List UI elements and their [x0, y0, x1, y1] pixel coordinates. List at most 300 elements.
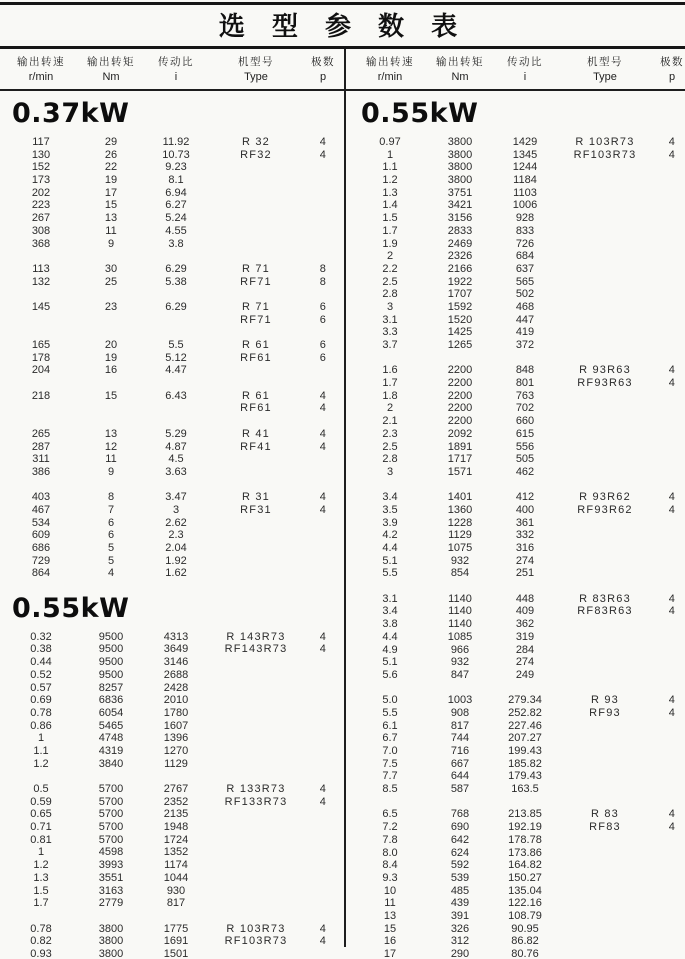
type-value: RF133R73 [224, 795, 288, 808]
speed-value: 165 [31, 339, 51, 351]
torque-value: 690 [450, 821, 470, 834]
column-header-speed [351, 54, 429, 89]
torque-value: 20 [104, 339, 118, 351]
table-row [2, 212, 344, 225]
torque-value: 3156 [447, 212, 473, 225]
poles-value: 4 [319, 136, 327, 148]
speed-value: 117 [32, 136, 50, 148]
speed-value: 8.5 [382, 783, 398, 796]
speed-value: 1.8 [382, 389, 398, 402]
torque-value: 817 [450, 719, 470, 732]
torque-value: 6054 [98, 706, 124, 719]
speed-value: 5.1 [382, 656, 398, 669]
table-row [2, 314, 344, 327]
speed-value: 2 [386, 402, 394, 415]
ratio-value: 1244 [512, 161, 538, 174]
ratio-value: 163.5 [511, 783, 539, 796]
table-row [351, 567, 685, 580]
torque-value: 312 [450, 935, 470, 948]
speed-value: 5.5 [382, 567, 398, 580]
ratio-value: 185.82 [508, 757, 542, 770]
torque-value: 17 [104, 186, 118, 199]
torque-value: 23 [104, 300, 118, 313]
speed-value: 2.5 [382, 275, 398, 288]
type-value: R 143R73 [226, 630, 286, 643]
ratio-value: 1270 [163, 744, 189, 757]
ratio-value: 447 [515, 313, 535, 326]
ratio-value: 319 [515, 630, 535, 643]
ratio-value: 1345 [512, 148, 538, 161]
type-value: R 61 [241, 389, 271, 402]
table-row [2, 897, 344, 910]
speed-value: 7.8 [382, 833, 398, 846]
speed-value: 2.1 [382, 415, 398, 428]
type-value: R 71 [241, 300, 271, 313]
torque-value: 1592 [447, 300, 473, 313]
column-header-torque [80, 54, 142, 89]
ratio-value: 2.04 [165, 542, 187, 554]
ratio-value: 284 [515, 643, 535, 656]
table-row [351, 364, 685, 377]
poles-value: 4 [668, 148, 676, 161]
ratio-value: 2.62 [165, 516, 187, 529]
ratio-value: 108.79 [508, 909, 542, 922]
table-row [351, 948, 685, 959]
speed-value: 1.1 [33, 744, 49, 757]
ratio-value: 1103 [513, 186, 537, 199]
torque-value: 4748 [98, 732, 124, 745]
speed-value: 16 [383, 935, 397, 948]
ratio-value: 637 [515, 262, 535, 275]
torque-value: 3800 [447, 174, 473, 187]
type-value: R 133R73 [226, 783, 286, 795]
ratio-value: 1.62 [165, 567, 187, 580]
ratio-value: 6.29 [165, 300, 187, 313]
table-row [2, 441, 344, 454]
speed-value: 7.2 [382, 821, 398, 834]
ratio-value: 361 [515, 516, 535, 529]
ratio-value: 192.19 [508, 821, 542, 834]
poles-value: 4 [668, 706, 676, 719]
ratio-value: 1948 [163, 821, 189, 834]
torque-value: 1707 [447, 288, 473, 301]
speed-value: 178 [31, 351, 51, 364]
title-band [0, 2, 685, 49]
speed-value: 467 [31, 503, 51, 516]
table-row [351, 808, 685, 821]
row-group [2, 301, 344, 326]
table-row [351, 161, 685, 174]
ratio-value: 10.73 [162, 148, 190, 161]
table-row [2, 187, 344, 200]
poles-value: 4 [668, 821, 676, 834]
ratio-value: 316 [515, 542, 535, 554]
torque-value: 4319 [98, 744, 124, 757]
column-header-right [351, 49, 685, 89]
poles-value: 4 [668, 491, 676, 504]
table-row [351, 187, 685, 200]
header-label-unit: r/min [377, 71, 403, 83]
speed-value: 4.4 [382, 542, 398, 554]
ratio-value: 372 [515, 339, 535, 351]
ratio-value: 1174 [164, 859, 188, 872]
poles-value: 6 [319, 300, 327, 313]
ratio-value: 2.3 [168, 529, 184, 542]
speed-value: 145 [31, 300, 51, 313]
table-row [351, 694, 685, 707]
table-row [351, 326, 685, 339]
table-row [351, 605, 685, 618]
torque-value: 22 [104, 161, 118, 174]
table-row [2, 758, 344, 771]
table-row [2, 402, 344, 415]
type-value: RF31 [240, 503, 272, 516]
speed-value: 7.5 [382, 757, 398, 770]
ratio-value: 227.46 [508, 719, 542, 732]
ratio-value: 400 [515, 503, 535, 516]
torque-value: 12 [104, 440, 118, 453]
speed-value: 3.3 [382, 326, 398, 339]
torque-value: 5700 [98, 783, 124, 795]
torque-value: 3993 [98, 859, 124, 872]
speed-value: 1.7 [382, 377, 398, 390]
table-row [351, 225, 685, 238]
speed-value: 7.7 [382, 770, 398, 783]
torque-value: 1140 [448, 605, 472, 618]
ratio-value: 1775 [163, 922, 189, 935]
speed-value: 0.81 [30, 833, 52, 846]
speed-value: 0.69 [30, 694, 52, 707]
speed-value: 8.4 [382, 859, 398, 872]
header-label-zh: 输出转速 [17, 56, 65, 68]
speed-value: 7.0 [382, 745, 398, 757]
type-value: RF103R73 [224, 935, 288, 948]
speed-value: 13 [383, 909, 397, 922]
speed-value: 5.0 [382, 694, 398, 707]
torque-value: 768 [450, 808, 470, 821]
torque-value: 9500 [98, 668, 124, 681]
table-row [351, 314, 685, 327]
table-row [2, 834, 344, 847]
speed-value: 287 [31, 440, 51, 453]
speed-value: 1.7 [33, 897, 49, 910]
poles-value: 8 [319, 275, 327, 288]
ratio-value: 135.04 [508, 884, 542, 897]
ratio-value: 9.23 [165, 161, 187, 174]
speed-value: 1.5 [33, 884, 49, 897]
ratio-value: 412 [515, 491, 535, 504]
speed-value: 3.1 [382, 313, 398, 326]
table-row [2, 821, 344, 834]
table-row [351, 656, 685, 669]
speed-value: 5.5 [382, 706, 398, 719]
type-value: RF41 [240, 440, 272, 453]
torque-value: 2200 [447, 402, 473, 415]
speed-value: 308 [31, 224, 51, 237]
torque-value: 1401 [447, 491, 473, 504]
ratio-value: 3.8 [168, 237, 184, 250]
ratio-value: 468 [515, 300, 535, 313]
ratio-value: 1607 [163, 719, 189, 732]
column-header-type [210, 54, 302, 89]
speed-value: 4.4 [382, 630, 398, 643]
torque-value: 1075 [447, 542, 473, 554]
table-row [351, 415, 685, 428]
torque-value: 19 [104, 351, 118, 364]
ratio-value: 279.34 [508, 694, 542, 707]
column-header-torque [429, 54, 491, 89]
table-row [2, 542, 344, 555]
speed-value: 267 [31, 212, 51, 225]
poles-value: 4 [668, 694, 676, 707]
torque-value: 26 [104, 148, 118, 161]
row-group [351, 694, 685, 796]
ratio-value: 179.43 [508, 770, 542, 783]
poles-value: 4 [668, 808, 676, 821]
type-value: RF32 [240, 148, 272, 161]
header-label-unit: Nm [451, 71, 469, 83]
ratio-value: 199.43 [508, 745, 542, 757]
speed-value: 8.0 [382, 846, 398, 859]
table-row [351, 555, 685, 568]
speed-value: 3.1 [382, 592, 398, 605]
torque-value: 644 [450, 770, 470, 783]
speed-value: 0.86 [30, 719, 52, 732]
table-row [2, 555, 344, 568]
torque-value: 4 [107, 567, 115, 580]
ratio-value: 2688 [163, 668, 189, 681]
header-label-unit: i [174, 71, 178, 83]
speed-value: 0.52 [30, 668, 52, 681]
table-row [2, 732, 344, 745]
ratio-value: 1396 [163, 732, 189, 745]
type-value: R 31 [241, 491, 271, 504]
row-group [351, 364, 685, 478]
table-row [351, 339, 685, 352]
table-row [351, 250, 685, 263]
row-group [2, 923, 344, 959]
table-row [351, 377, 685, 390]
torque-value: 1085 [447, 630, 473, 643]
type-value: RF83 [589, 821, 621, 834]
speed-value: 1 [37, 846, 45, 859]
speed-value: 609 [31, 529, 51, 542]
type-value: RF93 [589, 706, 621, 719]
table-row [2, 707, 344, 720]
table-row [351, 910, 685, 923]
ratio-value: 1429 [512, 136, 538, 148]
header-label-zh: 输出转速 [366, 56, 414, 68]
speed-value: 4.9 [382, 643, 398, 656]
table-row [2, 136, 344, 149]
table-body [0, 49, 685, 959]
ratio-value: 1184 [513, 174, 537, 187]
type-value: R 71 [241, 262, 271, 275]
torque-value: 16 [104, 364, 118, 377]
poles-value: 4 [319, 402, 327, 415]
header-rule [0, 89, 685, 91]
poles-value: 4 [319, 389, 327, 402]
speed-value: 0.59 [30, 795, 52, 808]
torque-value: 11 [105, 453, 117, 466]
table-row [2, 669, 344, 682]
torque-value: 2469 [447, 237, 473, 250]
ratio-value: 4.5 [168, 453, 184, 466]
ratio-value: 362 [515, 618, 535, 631]
ratio-value: 2767 [163, 783, 189, 795]
poles-value: 4 [319, 935, 327, 948]
table-row [351, 593, 685, 606]
ratio-value: 86.82 [511, 935, 539, 948]
ratio-value: 817 [166, 897, 186, 910]
header-label-zh: 机型号 [238, 56, 274, 68]
torque-value: 439 [450, 897, 470, 910]
table-row [351, 935, 685, 948]
speed-value: 2.5 [382, 440, 398, 453]
table-row [351, 745, 685, 758]
torque-value: 2200 [447, 377, 473, 390]
torque-value: 3800 [98, 922, 124, 935]
ratio-value: 4.55 [165, 224, 187, 237]
speed-value: 0.65 [30, 808, 52, 821]
speed-value: 1.7 [382, 224, 398, 237]
torque-value: 391 [450, 909, 470, 922]
header-label-zh: 极数 [660, 56, 684, 68]
torque-value: 5465 [98, 719, 124, 732]
table-row [351, 428, 685, 441]
speed-value: 368 [31, 237, 51, 250]
torque-value: 716 [450, 745, 470, 757]
table-row [351, 263, 685, 276]
speed-value: 173 [31, 174, 51, 187]
table-row [2, 948, 344, 959]
speed-value: 0.93 [30, 947, 52, 959]
table-row [351, 491, 685, 504]
row-group [2, 783, 344, 910]
torque-value: 932 [450, 554, 470, 567]
torque-value: 1003 [447, 694, 473, 707]
table-row [351, 542, 685, 555]
speed-value: 0.44 [30, 656, 52, 669]
type-value: R 83R63 [579, 592, 631, 605]
torque-value: 5700 [98, 833, 124, 846]
torque-value: 3840 [98, 757, 124, 770]
torque-value: 3800 [98, 935, 124, 948]
ratio-value: 448 [515, 592, 535, 605]
ratio-value: 11.92 [162, 136, 190, 148]
torque-value: 2166 [447, 262, 473, 275]
torque-value: 13 [104, 427, 118, 440]
table-row [351, 402, 685, 415]
speed-value: 5.6 [382, 668, 398, 681]
row-group [351, 808, 685, 959]
ratio-value: 213.85 [508, 808, 542, 821]
right-table [351, 49, 685, 959]
type-value: R 103R73 [575, 136, 635, 148]
ratio-value: 801 [515, 377, 535, 390]
header-label-zh: 输出转矩 [87, 56, 135, 68]
column-header-type [559, 54, 651, 89]
torque-value: 3551 [98, 871, 124, 884]
table-row [2, 694, 344, 707]
torque-value: 326 [450, 922, 470, 935]
table-row [2, 872, 344, 885]
speed-value: 130 [31, 148, 51, 161]
torque-value: 6836 [98, 694, 124, 707]
table-row [351, 644, 685, 657]
ratio-value: 848 [515, 364, 535, 377]
torque-value: 1520 [447, 313, 473, 326]
ratio-value: 1044 [163, 871, 189, 884]
poles-value: 4 [319, 440, 327, 453]
torque-value: 1891 [447, 440, 473, 453]
table-row [2, 923, 344, 936]
torque-value: 15 [104, 199, 118, 212]
ratio-value: 615 [515, 427, 535, 440]
type-value: RF93R62 [577, 503, 633, 516]
speed-value: 6.1 [382, 719, 398, 732]
ratio-value: 763 [515, 389, 535, 402]
column-header-speed [2, 54, 80, 89]
table-row [351, 517, 685, 530]
torque-value: 8257 [98, 681, 124, 694]
ratio-value: 3 [172, 503, 180, 516]
torque-value: 485 [450, 884, 470, 897]
ratio-value: 2135 [163, 808, 189, 821]
table-row [2, 885, 344, 898]
ratio-value: 1006 [512, 199, 538, 212]
ratio-value: 2010 [163, 694, 189, 707]
table-row [351, 758, 685, 771]
speed-value: 6.5 [382, 808, 398, 821]
power-section-heading: 0.37kW [12, 98, 130, 129]
table-row [351, 885, 685, 898]
torque-value: 15 [104, 389, 118, 402]
speed-value: 1.3 [33, 871, 49, 884]
type-value: RF61 [240, 351, 272, 364]
ratio-value: 252.82 [508, 706, 542, 719]
row-group [351, 491, 685, 580]
left-table [2, 49, 344, 959]
header-label-unit: i [523, 71, 527, 83]
table-row [2, 263, 344, 276]
table-row [2, 504, 344, 517]
torque-value: 3163 [98, 884, 124, 897]
torque-value: 1922 [447, 275, 473, 288]
torque-value: 592 [450, 859, 470, 872]
table-row [351, 390, 685, 403]
table-row [2, 517, 344, 530]
ratio-value: 1.92 [165, 554, 187, 567]
table-row [2, 174, 344, 187]
column-header-left [2, 49, 344, 89]
type-value: R 83 [590, 808, 620, 821]
ratio-value: 419 [515, 326, 535, 339]
poles-value: 4 [668, 503, 676, 516]
table-row [2, 364, 344, 377]
torque-value: 30 [104, 262, 118, 275]
table-row [351, 897, 685, 910]
center-divider [344, 49, 346, 947]
poles-value: 6 [319, 351, 327, 364]
torque-value: 2326 [447, 250, 473, 263]
speed-value: 3.7 [382, 339, 398, 351]
ratio-value: 2428 [163, 681, 189, 694]
speed-value: 11 [384, 897, 396, 910]
ratio-value: 1501 [163, 947, 189, 959]
ratio-value: 1691 [163, 935, 189, 948]
row-group [2, 136, 344, 250]
